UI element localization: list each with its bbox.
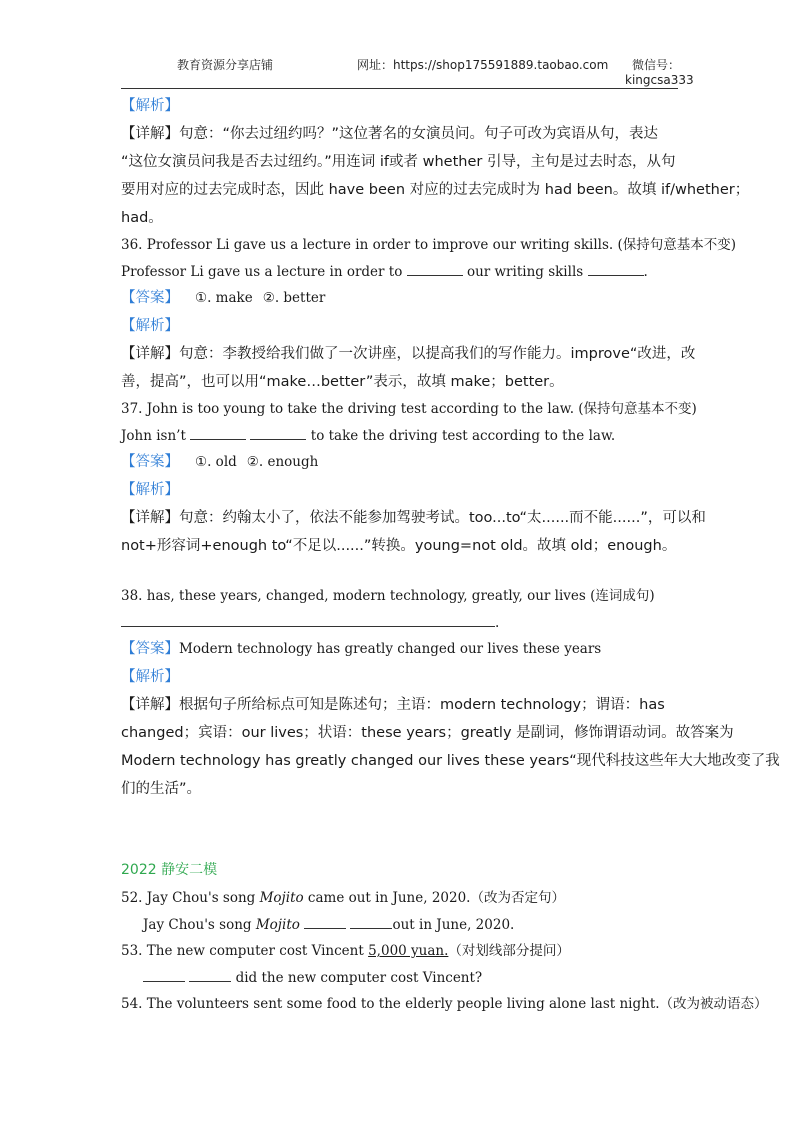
q37-blank-2 <box>250 427 306 440</box>
header-shop-name: 教育资源分享店铺 <box>177 58 274 72</box>
header-rule <box>121 88 678 89</box>
q52-blank-2 <box>350 916 392 929</box>
q38-detail-line-4: 们的生活”。 <box>121 781 202 797</box>
q35-detail-line-2: “这位女演员问我是否去过纽约。”用连词 if或者 whether 引导，主句是过去时态，从句 <box>121 154 676 170</box>
q37-detail-line-2: not+形容词+enough to“不足以......”转换。young=not old。故填 old；enough。 <box>121 538 677 554</box>
header-wechat-label: 微信号： <box>632 58 681 72</box>
q38-blank <box>121 614 495 627</box>
q36-analysis-tag: 【解析】 <box>121 318 179 334</box>
q36-detail-line-2: 善，提高”，也可以用“make…better”表示，故填 make；better。 <box>121 374 564 390</box>
q53-sentence: did the new computer cost Vincent? <box>143 969 482 987</box>
q54-question: 54. The volunteers sent some food to the elderly people living alone last night.（改为被动语态） <box>121 996 768 1012</box>
q52-sentence: Jay Chou's song Mojito out in June, 2020. <box>143 917 515 933</box>
q38-blank-line: . <box>121 614 499 632</box>
q38-analysis-tag: 【解析】 <box>121 669 179 685</box>
q36-sentence: Professor Li gave us a lecture in order to our writing skills . <box>121 264 648 280</box>
q37-question: 37. John is too young to take the driving test according to the law. (保持句意基本不变) <box>121 401 697 417</box>
q38-question: 38. has, these years, changed, modern technology, greatly, our lives (连词成句) <box>121 588 655 604</box>
q53-blank-1 <box>143 969 185 982</box>
q36-answer: 【答案】 ①. make ②. better <box>121 290 326 306</box>
q36-question: 36. Professor Li gave us a lecture in order to improve our writing skills. (保持句意基本不变) <box>121 237 737 253</box>
q36-blank-1 <box>407 263 463 276</box>
q37-analysis-tag: 【解析】 <box>121 482 179 498</box>
q37-blank-1 <box>190 427 246 440</box>
q52-blank-1 <box>304 916 346 929</box>
q53-question: 53. The new computer cost Vincent 5,000 yuan.（对划线部分提问） <box>121 943 570 959</box>
q38-detail-line-3: Modern technology has greatly changed our lives these years“现代科技这些年大大地改变了我 <box>121 753 780 769</box>
q37-sentence: John isn’t to take the driving test according to the law. <box>121 428 616 444</box>
q53-blank-2 <box>189 969 231 982</box>
q38-detail-line-1: 【详解】根据句子所给标点可知是陈述句；主语：modern technology；谓语：has <box>121 697 665 713</box>
q37-answer: 【答案】 ①. old ②. enough <box>121 454 319 470</box>
q37-detail-line-1: 【详解】句意：约翰太小了，依法不能参加驾驶考试。too...to“太......而不能......”，可以和 <box>121 510 706 526</box>
q36-detail-line-1: 【详解】句意：李教授给我们做了一次讲座，以提高我们的写作能力。improve“改进，改 <box>121 346 696 362</box>
section-heading: 2022 静安二模 <box>121 862 218 878</box>
q35-detail-line-4: had。 <box>121 210 163 226</box>
header-wechat-id: kingcsa333 <box>625 73 694 87</box>
q35-analysis-tag: 【解析】 <box>121 98 179 114</box>
q35-detail-line-1: 【详解】句意：“你去过纽约吗？”这位著名的女演员问。句子可改为宾语从句，表达 <box>121 126 659 142</box>
q52-question: 52. Jay Chou's song Mojito came out in June, 2020.（改为否定句） <box>121 890 565 906</box>
q36-blank-2 <box>588 263 644 276</box>
q38-answer: 【答案】Modern technology has greatly changed our lives these years <box>121 641 602 657</box>
q38-detail-line-2: changed；宾语：our lives；状语：these years；greatly 是副词，修饰谓语动词。故答案为 <box>121 725 734 741</box>
header-url: 网址：https://shop175591889.taobao.com <box>357 58 609 72</box>
q35-detail-line-3: 要用对应的过去完成时态，因此 have been 对应的过去完成时为 had been。故填 if/whether； <box>121 182 750 198</box>
